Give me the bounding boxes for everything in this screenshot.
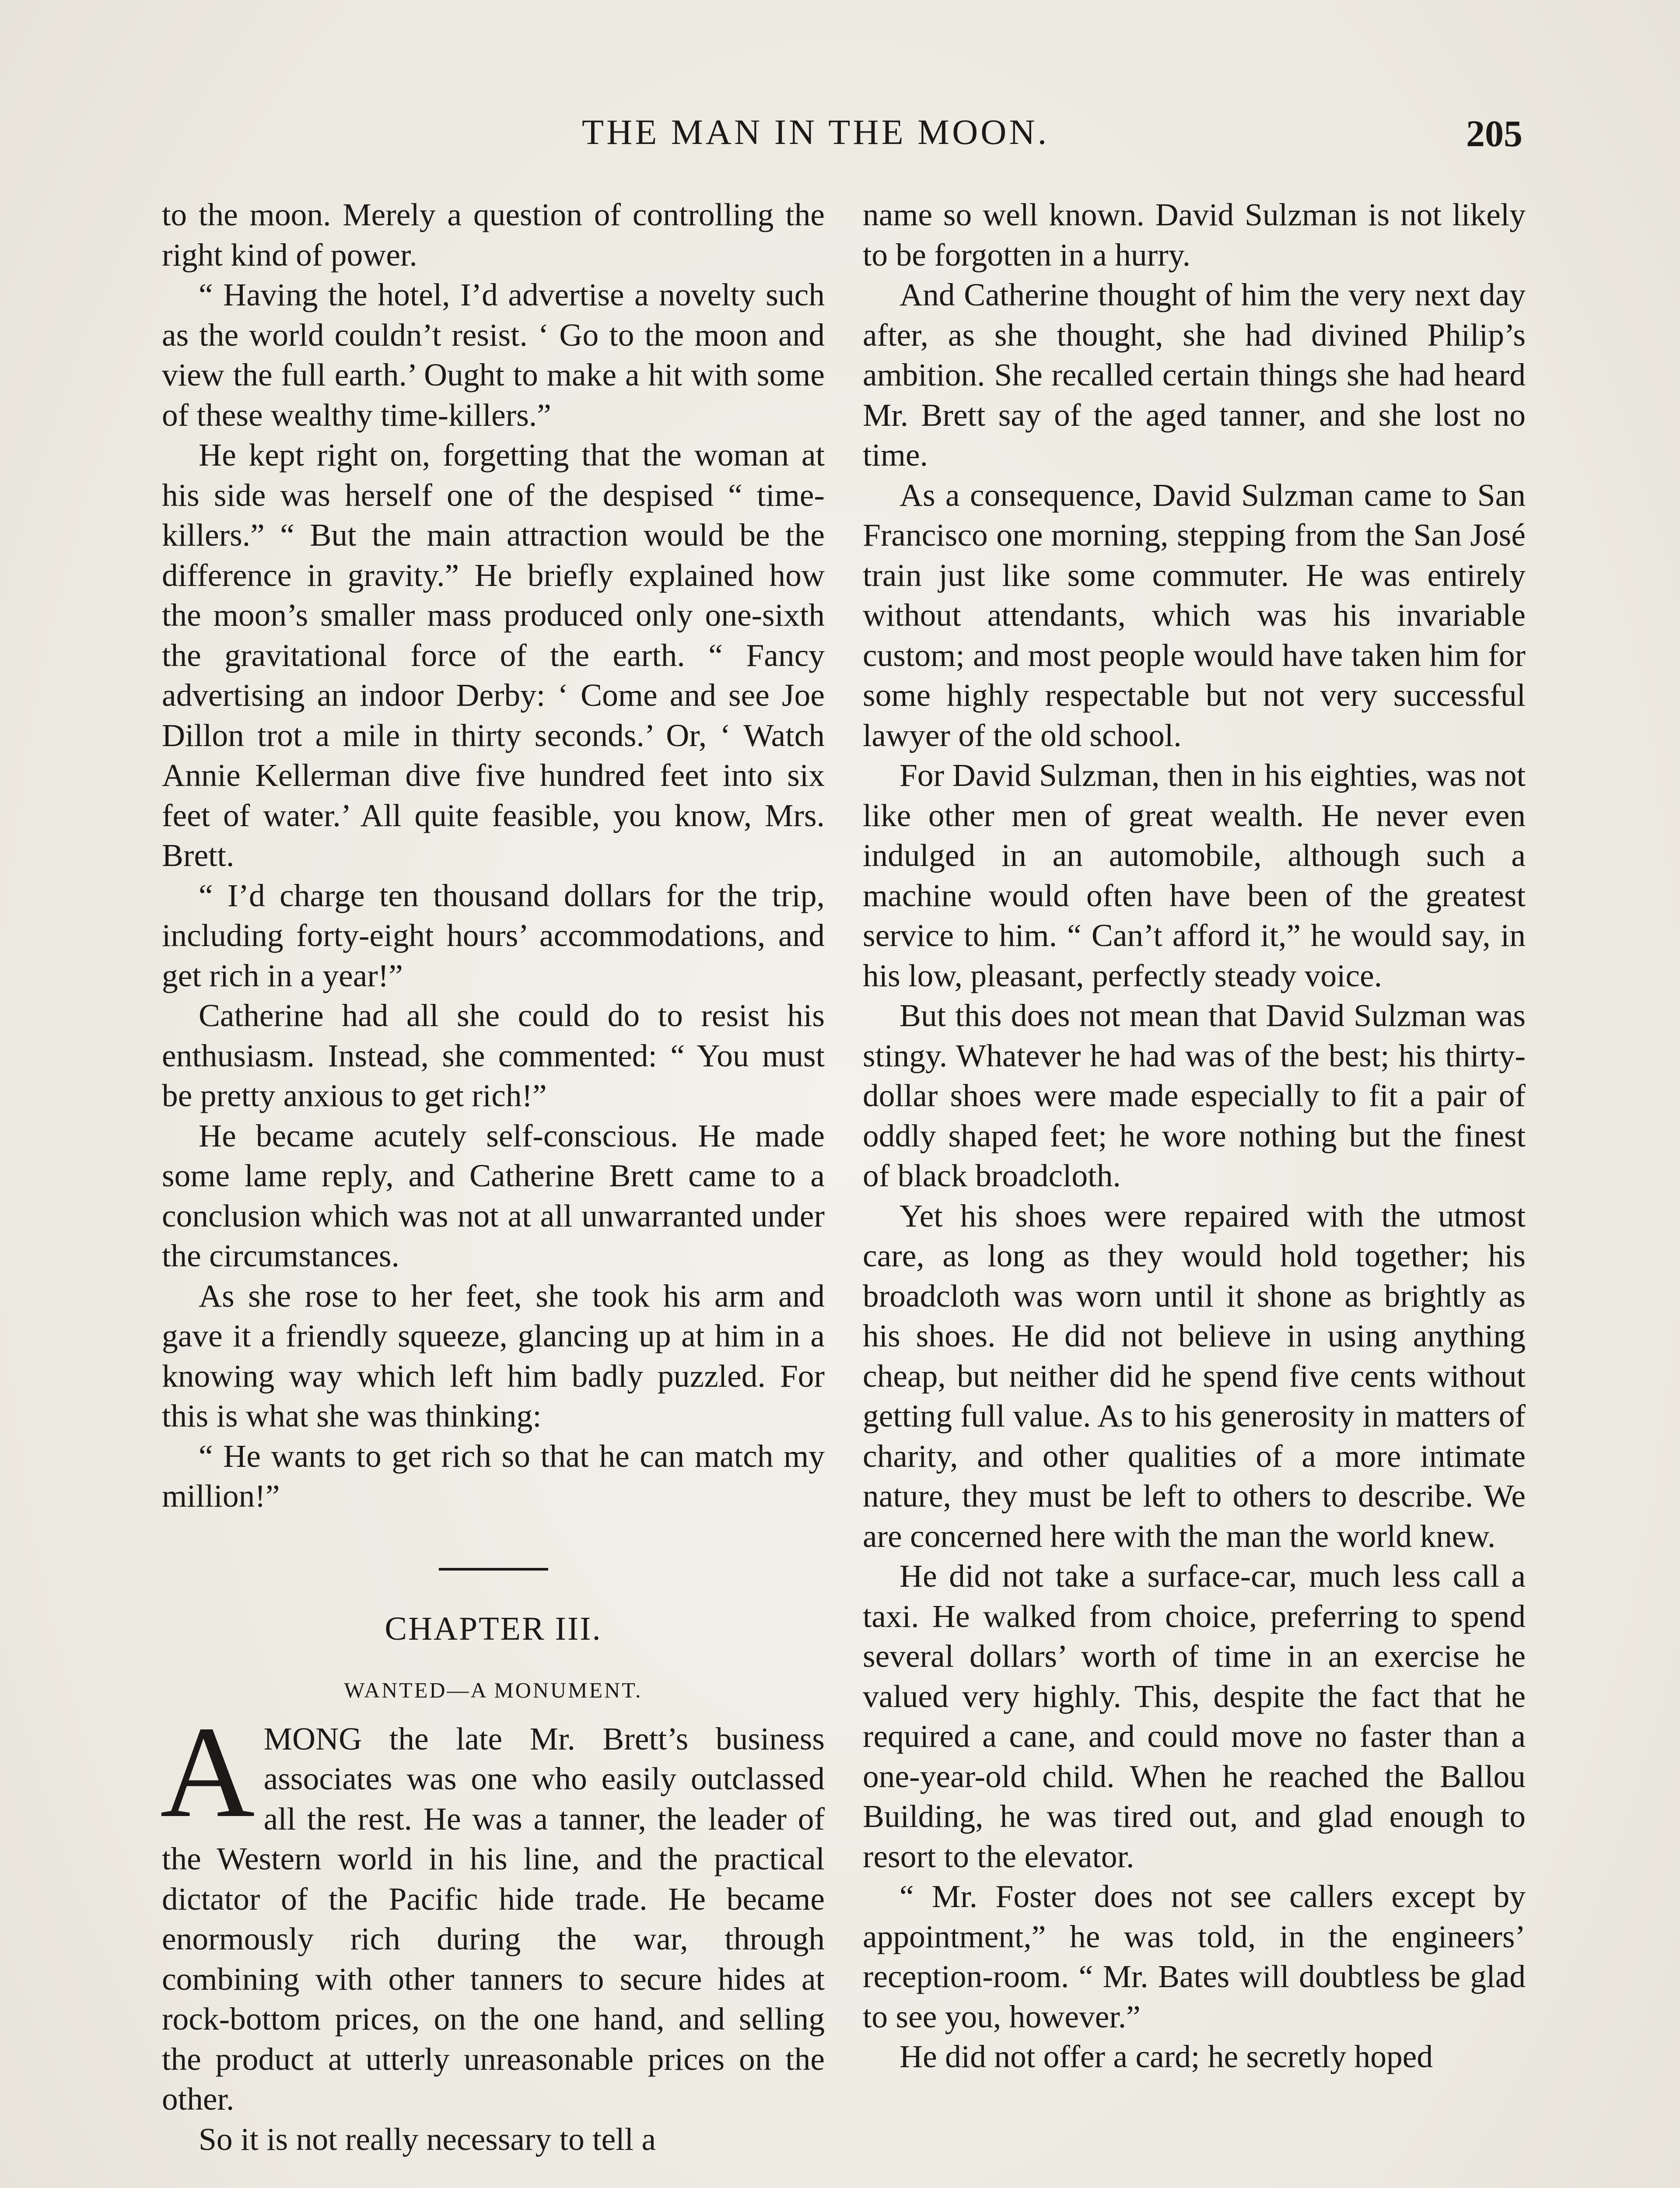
drop-cap: A <box>160 1699 255 1844</box>
paragraph: As a consequence, David Sulzman came to San Francisco one morning, stepping from the San José train just like some commuter. He was entirely without attendants, which was his invariable custom; and most people would have taken him for some highly respectable but not very successful lawyer of the old school. <box>863 477 1526 753</box>
paragraph-text: MONG the late Mr. Brett’s business associates was one who easily outclassed all the rest. He was a tanner, the leader of the Western world in his line, and the practical dictator of the Pacific hide trade. He became enormously rich during the war, through combining with other tanners to secure hides at rock-bottom prices, on the one hand, and selling the product at utterly unreasonable prices on the other. <box>162 1721 825 2117</box>
paragraph: Catherine had all she could do to resist his enthusiasm. Instead, she commented: “ You must be pretty anxious to get rich!” <box>162 998 825 1113</box>
chapter-subtitle: WANTED—A MONUMENT. <box>344 1677 643 1702</box>
page-number: 205 <box>1466 112 1522 154</box>
paragraph: “ He wants to get rich so that he can match my million!” <box>162 1438 825 1514</box>
paragraph: And Catherine thought of him the very next day after, as she thought, she had divined Philip’s ambition. She recalled certain things she had heard Mr. Brett say of the aged tanner, and she lost no time. <box>863 277 1526 473</box>
right-column <box>863 195 1526 2077</box>
paragraph: He did not offer a card; he secretly hoped <box>900 2039 1433 2074</box>
section-divider <box>439 1568 548 1571</box>
paragraph: to the moon. Merely a question of controlling the right kind of power. <box>162 197 825 273</box>
paragraph: “ I’d charge ten thousand dollars for the trip, including forty-eight hours’ accommodations, and get rich in a year!” <box>162 877 825 993</box>
chapter-title: CHAPTER III. <box>385 1610 602 1647</box>
paragraph: He became acutely self-conscious. He made some lame reply, and Catherine Brett came to a conclusion which was not at all unwarranted under the circumstances. <box>162 1118 825 1273</box>
paragraph: So it is not really necessary to tell a <box>199 2121 656 2157</box>
running-head <box>162 112 1522 160</box>
paragraph: He did not take a surface-car, much less call a taxi. He walked from choice, preferring to spend several dollars’ worth of time in an exercise he valued very highly. This, despite the fact that he required a cane, and could move no faster than a one-year-old child. When he reached the Ballou Building, he was tired out, and glad enough to resort to the elevator. <box>863 1558 1526 1874</box>
paragraph: Yet his shoes were repaired with the utmost care, as long as they would hold together; his broadcloth was worn until it shone as brightly as his shoes. He did not believe in using anything cheap, but neither did he spend five cents without getting full value. As to his generosity in matters of charity, and other qualities of a more intimate nature, they must be left to others to describe. We are concerned here with the man the world knew. <box>863 1198 1526 1554</box>
paragraph: But this does not mean that David Sulzman was stingy. Whatever he had was of the best; his thirty-dollar shoes were made especially to fit a pair of oddly shaped feet; he wore nothing but the finest of black broadcloth. <box>863 998 1526 1193</box>
paragraph: “ Mr. Foster does not see callers except by appointment,” he was told, in the engineers’ reception-room. “ Mr. Bates will doubtless be glad to see you, however.” <box>863 1879 1526 2034</box>
paragraph: He kept right on, forgetting that the woman at his side was herself one of the despised “ time-killers.” “ But the main attraction would be the difference in gravity.” He briefly explained how the moon’s smaller mass produced only one-sixth the gravitational force of the earth. “ Fancy advertising an indoor Derby: ‘ Come and see Joe Dillon trot a mile in thirty seconds.’ Or, ‘ Watch Annie Kellerman dive five hundred feet into six feet of water.’ All quite feasible, you know, Mrs. Brett. <box>162 437 825 873</box>
paragraph: “ Having the hotel, I’d advertise a novelty such as the world couldn’t resist. ‘ Go to the moon and view the full earth.’ Ought to make a hit with some of these wealthy time-killers.” <box>162 277 825 433</box>
paragraph: For David Sulzman, then in his eighties, was not like other men of great wealth. He never even indulged in an automobile, although such a machine would often have been of the greatest service to him. “ Can’t afford it,” he would say, in his low, pleasant, perfectly steady voice. <box>863 757 1526 993</box>
left-column <box>162 195 825 2159</box>
paragraph: name so well known. David Sulzman is not likely to be forgotten in a hurry. <box>863 197 1526 273</box>
chapter-opening-paragraph <box>160 1699 825 2119</box>
running-title: THE MAN IN THE MOON. <box>582 112 1050 152</box>
paragraph: As she rose to her feet, she took his arm and gave it a friendly squeeze, glancing up at him in a knowing way which left him badly puzzled. For this is what she was thinking: <box>162 1278 825 1434</box>
